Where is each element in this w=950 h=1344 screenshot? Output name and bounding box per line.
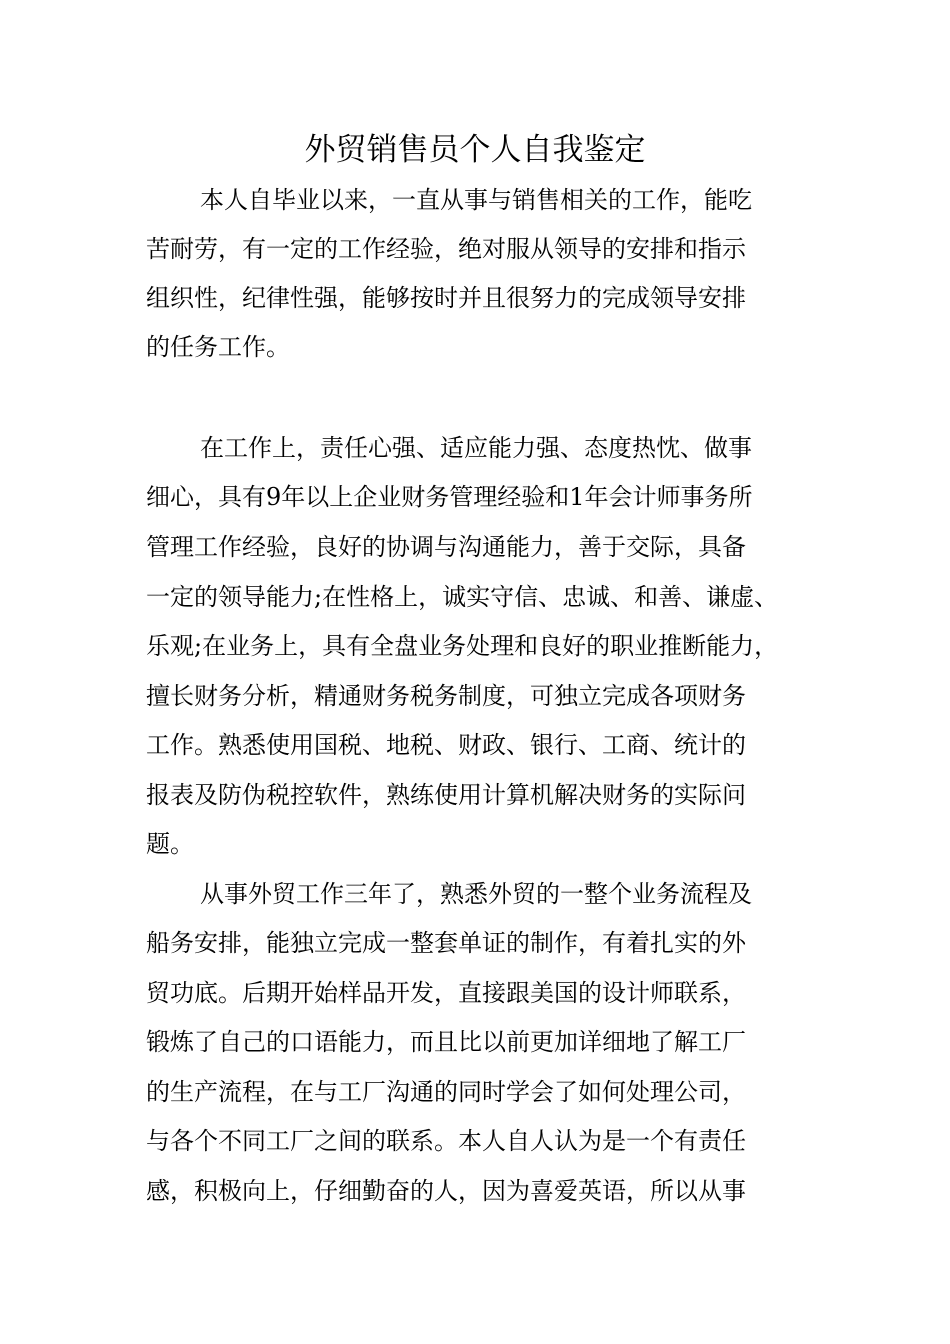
text-line: 的任务工作。	[146, 333, 290, 361]
text-line: 细心，具有9年以上企业财务管理经验和1年会计师事务所	[146, 483, 753, 511]
text-line: 与各个不同工厂之间的联系。本人自人认为是一个有责任	[146, 1127, 746, 1155]
text-line: 贸功底。后期开始样品开发，直接跟美国的设计师联系，	[146, 979, 746, 1007]
text-line: 工作。熟悉使用国税、地税、财政、银行、工商、统计的	[146, 731, 746, 759]
text-line: 本人自毕业以来，一直从事与销售相关的工作，能吃	[200, 186, 752, 214]
text-line: 锻炼了自己的口语能力，而且比以前更加详细地了解工厂	[146, 1028, 746, 1056]
text-line: 组织性，纪律性强，能够按时并且很努力的完成领导安排	[146, 284, 746, 312]
text-line: 苦耐劳，有一定的工作经验，绝对服从领导的安排和指示	[146, 235, 746, 263]
text-line: 管理工作经验，良好的协调与沟通能力，善于交际，具备	[146, 533, 746, 561]
text-line: 题。	[146, 830, 194, 858]
text-line: 擅长财务分析，精通财务税务制度，可独立完成各项财务	[146, 682, 746, 710]
text-line: 报表及防伪税控软件，熟练使用计算机解决财务的实际问	[146, 781, 746, 809]
text-line: 船务安排，能独立完成一整套单证的制作，有着扎实的外	[146, 929, 746, 957]
text-line: 从事外贸工作三年了，熟悉外贸的一整个业务流程及	[200, 880, 752, 908]
page-title: 外贸销售员个人自我鉴定	[304, 132, 646, 168]
text-line: 感，积极向上，仔细勤奋的人，因为喜爱英语，所以从事	[146, 1177, 746, 1205]
text-line: 的生产流程，在与工厂沟通的同时学会了如何处理公司，	[146, 1078, 746, 1106]
text-line: 在工作上，责任心强、适应能力强、态度热忱、做事	[200, 434, 752, 462]
text-line: 乐观;在业务上，具有全盘业务处理和良好的职业推断能力，	[146, 632, 779, 660]
text-line: 一定的领导能力;在性格上，诚实守信、忠诚、和善、谦虚、	[146, 583, 779, 611]
